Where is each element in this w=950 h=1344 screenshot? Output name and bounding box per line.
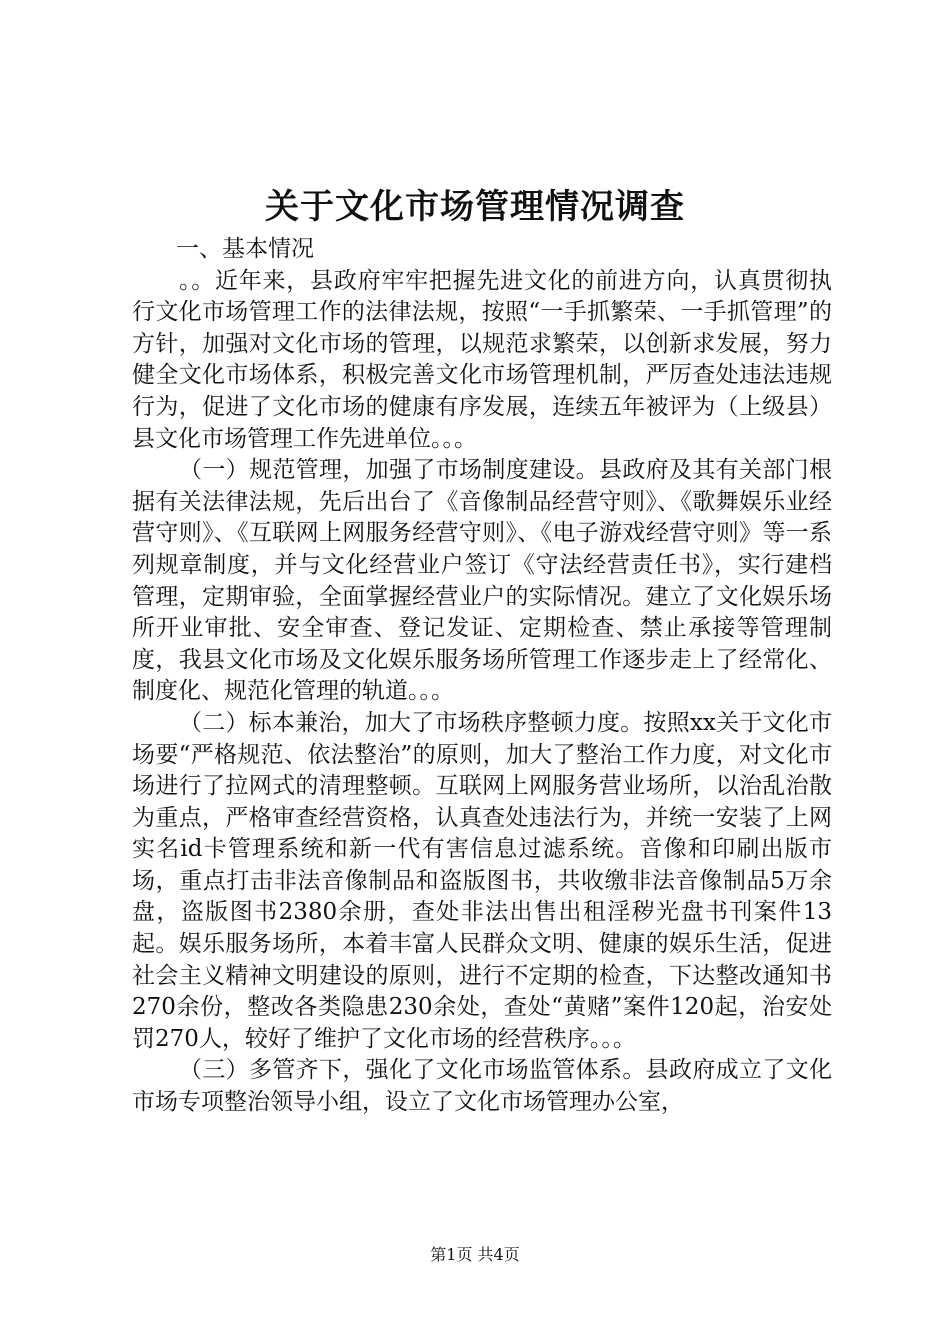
page-number-footer: 第1页 共4页 <box>430 1245 520 1264</box>
document-body <box>132 234 832 1119</box>
paragraph-market-rectification: （二）标本兼治，加大了市场秩序整顿力度。按照xx关于文化市场要“严格规范、依法整治”的原则，加大了整治工作力度，对文化市场进行了拉网式的清理整顿。互联网上网服务营业场所，以治乱治散为重点，严格审查经营资格，认真查处违法行为，并统一安装了上网实名id卡管理系统和新一代有害信息过滤系统。音像和印刷出版市场，重点打击非法音像制品和盗版图书，共收缴非法音像制品5万余盘，盗版图书2380余册，查处非法出售出租淫秽光盘书刊案件13起。娱乐服务场所，本着丰富人民群众文明、健康的娱乐生活，促进社会主义精神文明建设的原则，进行不定期的检查，下达整改通知书270余份，整改各类隐患230余处，查处“黄赌”案件120起，治安处罚270人，较好了维护了文化市场的经营秩序。。。 <box>132 709 832 1052</box>
paragraph-standardized-management: （一）规范管理，加强了市场制度建设。县政府及其有关部门根据有关法律法规，先后出台了《音像制品经营守则》、《歌舞娱乐业经营守则》、《互联网上网服务经营守则》、《电子游戏经营守则》等一系列规章制度，并与文化经营业户签订《守法经营责任书》，实行建档管理，定期审验，全面掌握经营业户的实际情况。建立了文化娱乐场所开业审批、安全审查、登记发证、定期检查、禁止承接等管理制度，我县文化市场及文化娱乐服务场所管理工作逐步走上了经常化、制度化、规范化管理的轨道。。。 <box>132 457 832 705</box>
document-title: 关于文化市场管理情况调查 <box>265 187 685 227</box>
section-heading: 一、基本情况 <box>176 236 314 262</box>
paragraph-supervision-system: （三）多管齐下，强化了文化市场监管体系。县政府成立了文化市场专项整治领导小组，设立了文化市场管理办公室， <box>132 1057 832 1116</box>
paragraph-intro: 。。近年来，县政府牢牢把握先进文化的前进方向，认真贯彻执行文化市场管理工作的法律法规，按照“一手抓繁荣、一手抓管理”的方针，加强对文化市场的管理，以规范求繁荣，以创新求发展，努力健全文化市场体系，积极完善文化市场管理机制，严厉查处违法违规行为，促进了文化市场的健康有序发展，连续五年被评为（上级县）县文化市场管理工作先进单位。。。 <box>132 267 832 452</box>
